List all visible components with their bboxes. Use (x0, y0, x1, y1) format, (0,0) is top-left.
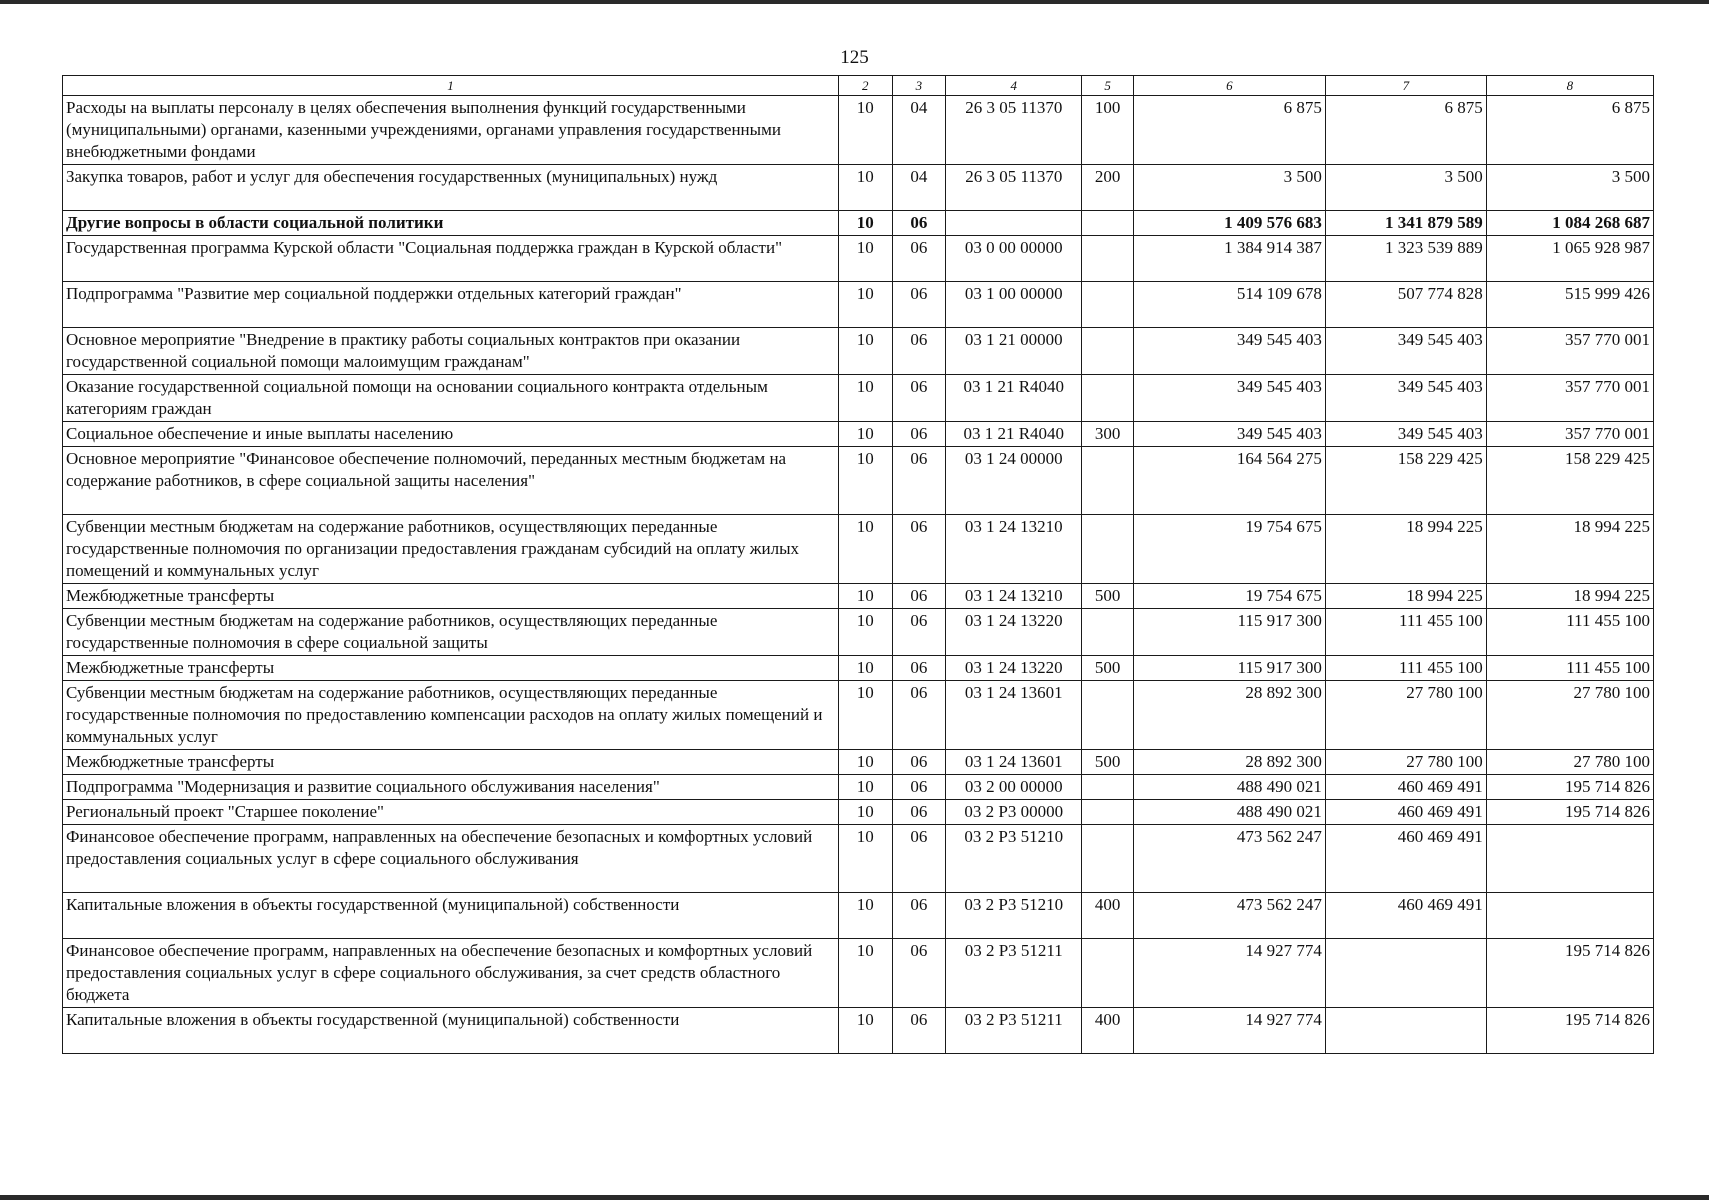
row-amount-col7: 460 469 491 (1325, 775, 1486, 800)
row-amount-col6: 488 490 021 (1133, 800, 1325, 825)
row-amount-col6: 3 500 (1133, 165, 1325, 211)
row-amount-col7: 111 455 100 (1325, 656, 1486, 681)
table-row (63, 584, 1654, 609)
row-name: Межбюджетные трансферты (63, 750, 839, 775)
row-amount-col6: 14 927 774 (1133, 1008, 1325, 1054)
row-target-article: 03 1 00 00000 (946, 282, 1082, 328)
row-expense-type (1082, 282, 1134, 328)
row-section: 10 (838, 422, 892, 447)
row-name: Подпрограмма "Развитие мер социальной поддержки отдельных категорий граждан" (63, 282, 839, 328)
row-target-article: 03 1 24 13220 (946, 656, 1082, 681)
row-name: Расходы на выплаты персоналу в целях обеспечения выполнения функций государственными (муниципальными) органами, казенными учреждениями, органами управления государственными внебюджетными фондами (63, 96, 839, 165)
row-target-article: 03 1 24 13601 (946, 750, 1082, 775)
row-expense-type (1082, 447, 1134, 515)
row-amount-col8: 6 875 (1486, 96, 1653, 165)
table-row (63, 422, 1654, 447)
row-amount-col7: 460 469 491 (1325, 893, 1486, 939)
row-section: 10 (838, 750, 892, 775)
row-name: Капитальные вложения в объекты государственной (муниципальной) собственности (63, 1008, 839, 1054)
row-expense-type (1082, 800, 1134, 825)
row-amount-col6: 473 562 247 (1133, 825, 1325, 893)
row-expense-type (1082, 681, 1134, 750)
row-target-article: 03 1 24 00000 (946, 447, 1082, 515)
row-amount-col6: 19 754 675 (1133, 584, 1325, 609)
row-amount-col8: 158 229 425 (1486, 447, 1653, 515)
row-subsection: 06 (892, 750, 946, 775)
column-number: 8 (1486, 76, 1653, 96)
row-amount-col6: 1 409 576 683 (1133, 211, 1325, 236)
column-number: 7 (1325, 76, 1486, 96)
row-target-article: 03 2 P3 00000 (946, 800, 1082, 825)
row-subsection: 06 (892, 282, 946, 328)
table-row (63, 282, 1654, 328)
row-amount-col6: 164 564 275 (1133, 447, 1325, 515)
row-target-article: 03 1 24 13210 (946, 584, 1082, 609)
row-amount-col7: 6 875 (1325, 96, 1486, 165)
row-section: 10 (838, 656, 892, 681)
row-amount-col7: 349 545 403 (1325, 375, 1486, 422)
table-row (63, 375, 1654, 422)
row-subsection: 06 (892, 447, 946, 515)
table-row (63, 681, 1654, 750)
row-amount-col7: 1 341 879 589 (1325, 211, 1486, 236)
row-target-article: 03 1 21 R4040 (946, 375, 1082, 422)
row-name: Закупка товаров, работ и услуг для обеспечения государственных (муниципальных) нужд (63, 165, 839, 211)
table-row (63, 236, 1654, 282)
row-amount-col8: 3 500 (1486, 165, 1653, 211)
row-section: 10 (838, 893, 892, 939)
row-expense-type (1082, 328, 1134, 375)
column-number: 5 (1082, 76, 1134, 96)
row-section: 10 (838, 165, 892, 211)
row-expense-type: 100 (1082, 96, 1134, 165)
row-subsection: 06 (892, 681, 946, 750)
row-target-article: 26 3 05 11370 (946, 165, 1082, 211)
row-target-article: 03 0 00 00000 (946, 236, 1082, 282)
row-expense-type (1082, 825, 1134, 893)
row-amount-col6: 115 917 300 (1133, 656, 1325, 681)
row-expense-type (1082, 375, 1134, 422)
row-amount-col6: 349 545 403 (1133, 328, 1325, 375)
row-subsection: 06 (892, 656, 946, 681)
table-row (63, 515, 1654, 584)
row-subsection: 06 (892, 939, 946, 1008)
row-name: Субвенции местным бюджетам на содержание работников, осуществляющих переданные государственные полномочия по предоставлению компенсации расходов на оплату жилых помещений и коммунальных услуг (63, 681, 839, 750)
scan-edge-top (0, 0, 1709, 4)
row-amount-col7 (1325, 939, 1486, 1008)
row-expense-type: 200 (1082, 165, 1134, 211)
row-amount-col8: 195 714 826 (1486, 775, 1653, 800)
table-row (63, 447, 1654, 515)
row-amount-col6: 488 490 021 (1133, 775, 1325, 800)
row-section: 10 (838, 328, 892, 375)
row-amount-col8: 195 714 826 (1486, 1008, 1653, 1054)
row-amount-col6: 349 545 403 (1133, 375, 1325, 422)
row-section: 10 (838, 236, 892, 282)
row-amount-col8 (1486, 893, 1653, 939)
row-name: Межбюджетные трансферты (63, 656, 839, 681)
row-name: Оказание государственной социальной помощи на основании социального контракта отдельным категориям граждан (63, 375, 839, 422)
row-amount-col7: 460 469 491 (1325, 825, 1486, 893)
row-name: Межбюджетные трансферты (63, 584, 839, 609)
row-amount-col8: 1 084 268 687 (1486, 211, 1653, 236)
row-expense-type: 500 (1082, 656, 1134, 681)
row-section: 10 (838, 584, 892, 609)
row-section: 10 (838, 96, 892, 165)
table-row (63, 165, 1654, 211)
table-row (63, 211, 1654, 236)
row-amount-col8: 111 455 100 (1486, 656, 1653, 681)
row-amount-col7: 158 229 425 (1325, 447, 1486, 515)
row-amount-col7 (1325, 1008, 1486, 1054)
row-expense-type (1082, 211, 1134, 236)
row-amount-col8: 515 999 426 (1486, 282, 1653, 328)
row-amount-col6: 514 109 678 (1133, 282, 1325, 328)
row-amount-col8: 1 065 928 987 (1486, 236, 1653, 282)
row-expense-type: 400 (1082, 1008, 1134, 1054)
row-amount-col7: 27 780 100 (1325, 681, 1486, 750)
row-target-article: 03 1 24 13601 (946, 681, 1082, 750)
row-expense-type (1082, 236, 1134, 282)
row-section: 10 (838, 609, 892, 656)
row-section: 10 (838, 282, 892, 328)
row-name: Финансовое обеспечение программ, направленных на обеспечение безопасных и комфортных условий предоставления социальных услуг в сфере социального обслуживания (63, 825, 839, 893)
row-subsection: 06 (892, 800, 946, 825)
row-subsection: 06 (892, 609, 946, 656)
table-row (63, 1008, 1654, 1054)
row-amount-col6: 28 892 300 (1133, 681, 1325, 750)
row-target-article: 03 2 P3 51211 (946, 1008, 1082, 1054)
page-number: 125 (840, 47, 869, 68)
row-subsection: 04 (892, 96, 946, 165)
row-section: 10 (838, 515, 892, 584)
row-amount-col7: 349 545 403 (1325, 422, 1486, 447)
row-target-article: 26 3 05 11370 (946, 96, 1082, 165)
row-section: 10 (838, 375, 892, 422)
row-amount-col8: 111 455 100 (1486, 609, 1653, 656)
row-amount-col6: 473 562 247 (1133, 893, 1325, 939)
row-name: Субвенции местным бюджетам на содержание работников, осуществляющих переданные государственные полномочия по организации предоставления гражданам субсидий на оплату жилых помещений и коммунальных услуг (63, 515, 839, 584)
row-subsection: 06 (892, 236, 946, 282)
row-amount-col7: 460 469 491 (1325, 800, 1486, 825)
row-name: Капитальные вложения в объекты государственной (муниципальной) собственности (63, 893, 839, 939)
table-row (63, 939, 1654, 1008)
row-expense-type (1082, 775, 1134, 800)
row-amount-col6: 14 927 774 (1133, 939, 1325, 1008)
row-amount-col7: 18 994 225 (1325, 515, 1486, 584)
row-expense-type (1082, 515, 1134, 584)
row-target-article: 03 1 21 R4040 (946, 422, 1082, 447)
table-row (63, 328, 1654, 375)
row-subsection: 06 (892, 375, 946, 422)
row-target-article: 03 1 24 13210 (946, 515, 1082, 584)
row-target-article (946, 211, 1082, 236)
row-amount-col7: 3 500 (1325, 165, 1486, 211)
row-amount-col8: 357 770 001 (1486, 328, 1653, 375)
column-number: 2 (838, 76, 892, 96)
row-subsection: 06 (892, 211, 946, 236)
budget-table (62, 75, 1654, 1054)
row-amount-col8: 27 780 100 (1486, 750, 1653, 775)
row-amount-col8 (1486, 825, 1653, 893)
row-subsection: 04 (892, 165, 946, 211)
row-amount-col7: 1 323 539 889 (1325, 236, 1486, 282)
row-subsection: 06 (892, 328, 946, 375)
row-target-article: 03 2 00 00000 (946, 775, 1082, 800)
row-subsection: 06 (892, 825, 946, 893)
row-amount-col7: 111 455 100 (1325, 609, 1486, 656)
row-subsection: 06 (892, 515, 946, 584)
row-section: 10 (838, 775, 892, 800)
row-name: Основное мероприятие "Финансовое обеспечение полномочий, переданных местным бюджетам на содержание работников, в сфере социальной защиты населения" (63, 447, 839, 515)
row-amount-col7: 18 994 225 (1325, 584, 1486, 609)
row-name: Другие вопросы в области социальной политики (63, 211, 839, 236)
row-amount-col6: 115 917 300 (1133, 609, 1325, 656)
table-row (63, 800, 1654, 825)
row-subsection: 06 (892, 422, 946, 447)
row-section: 10 (838, 1008, 892, 1054)
row-name: Финансовое обеспечение программ, направленных на обеспечение безопасных и комфортных условий предоставления социальных услуг в сфере социального обслуживания, за счет средств областного бюджета (63, 939, 839, 1008)
row-target-article: 03 1 21 00000 (946, 328, 1082, 375)
row-amount-col8: 357 770 001 (1486, 375, 1653, 422)
table-row (63, 750, 1654, 775)
row-name: Субвенции местным бюджетам на содержание работников, осуществляющих переданные государственные полномочия в сфере социальной защиты (63, 609, 839, 656)
row-amount-col6: 349 545 403 (1133, 422, 1325, 447)
row-expense-type (1082, 609, 1134, 656)
column-number: 3 (892, 76, 946, 96)
table-row (63, 825, 1654, 893)
row-amount-col8: 18 994 225 (1486, 584, 1653, 609)
row-amount-col8: 18 994 225 (1486, 515, 1653, 584)
table-row (63, 775, 1654, 800)
row-amount-col6: 28 892 300 (1133, 750, 1325, 775)
row-name: Региональный проект "Старшее поколение" (63, 800, 839, 825)
column-number: 6 (1133, 76, 1325, 96)
row-target-article: 03 2 P3 51210 (946, 893, 1082, 939)
row-target-article: 03 2 P3 51210 (946, 825, 1082, 893)
row-amount-col6: 6 875 (1133, 96, 1325, 165)
row-section: 10 (838, 800, 892, 825)
row-target-article: 03 2 P3 51211 (946, 939, 1082, 1008)
row-subsection: 06 (892, 775, 946, 800)
table-row (63, 96, 1654, 165)
row-amount-col8: 357 770 001 (1486, 422, 1653, 447)
row-expense-type: 400 (1082, 893, 1134, 939)
row-amount-col7: 349 545 403 (1325, 328, 1486, 375)
column-number: 4 (946, 76, 1082, 96)
table-row (63, 893, 1654, 939)
row-name: Подпрограмма "Модернизация и развитие социального обслуживания населения" (63, 775, 839, 800)
row-amount-col8: 195 714 826 (1486, 800, 1653, 825)
row-section: 10 (838, 825, 892, 893)
column-number-row (63, 76, 1654, 96)
row-amount-col8: 27 780 100 (1486, 681, 1653, 750)
row-expense-type: 500 (1082, 750, 1134, 775)
row-section: 10 (838, 939, 892, 1008)
row-section: 10 (838, 211, 892, 236)
row-amount-col8: 195 714 826 (1486, 939, 1653, 1008)
table-body (63, 96, 1654, 1054)
row-amount-col7: 507 774 828 (1325, 282, 1486, 328)
scan-edge-bottom (0, 1195, 1709, 1200)
column-number: 1 (63, 76, 839, 96)
row-section: 10 (838, 447, 892, 515)
row-section: 10 (838, 681, 892, 750)
row-amount-col6: 19 754 675 (1133, 515, 1325, 584)
row-name: Социальное обеспечение и иные выплаты населению (63, 422, 839, 447)
table-row (63, 609, 1654, 656)
row-subsection: 06 (892, 1008, 946, 1054)
row-expense-type: 500 (1082, 584, 1134, 609)
row-amount-col7: 27 780 100 (1325, 750, 1486, 775)
table-row (63, 656, 1654, 681)
row-name: Основное мероприятие "Внедрение в практику работы социальных контрактов при оказании государственной социальной помощи малоимущим гражданам" (63, 328, 839, 375)
row-name: Государственная программа Курской области "Социальная поддержка граждан в Курской области" (63, 236, 839, 282)
row-target-article: 03 1 24 13220 (946, 609, 1082, 656)
row-subsection: 06 (892, 893, 946, 939)
row-amount-col6: 1 384 914 387 (1133, 236, 1325, 282)
row-expense-type: 300 (1082, 422, 1134, 447)
row-subsection: 06 (892, 584, 946, 609)
row-expense-type (1082, 939, 1134, 1008)
